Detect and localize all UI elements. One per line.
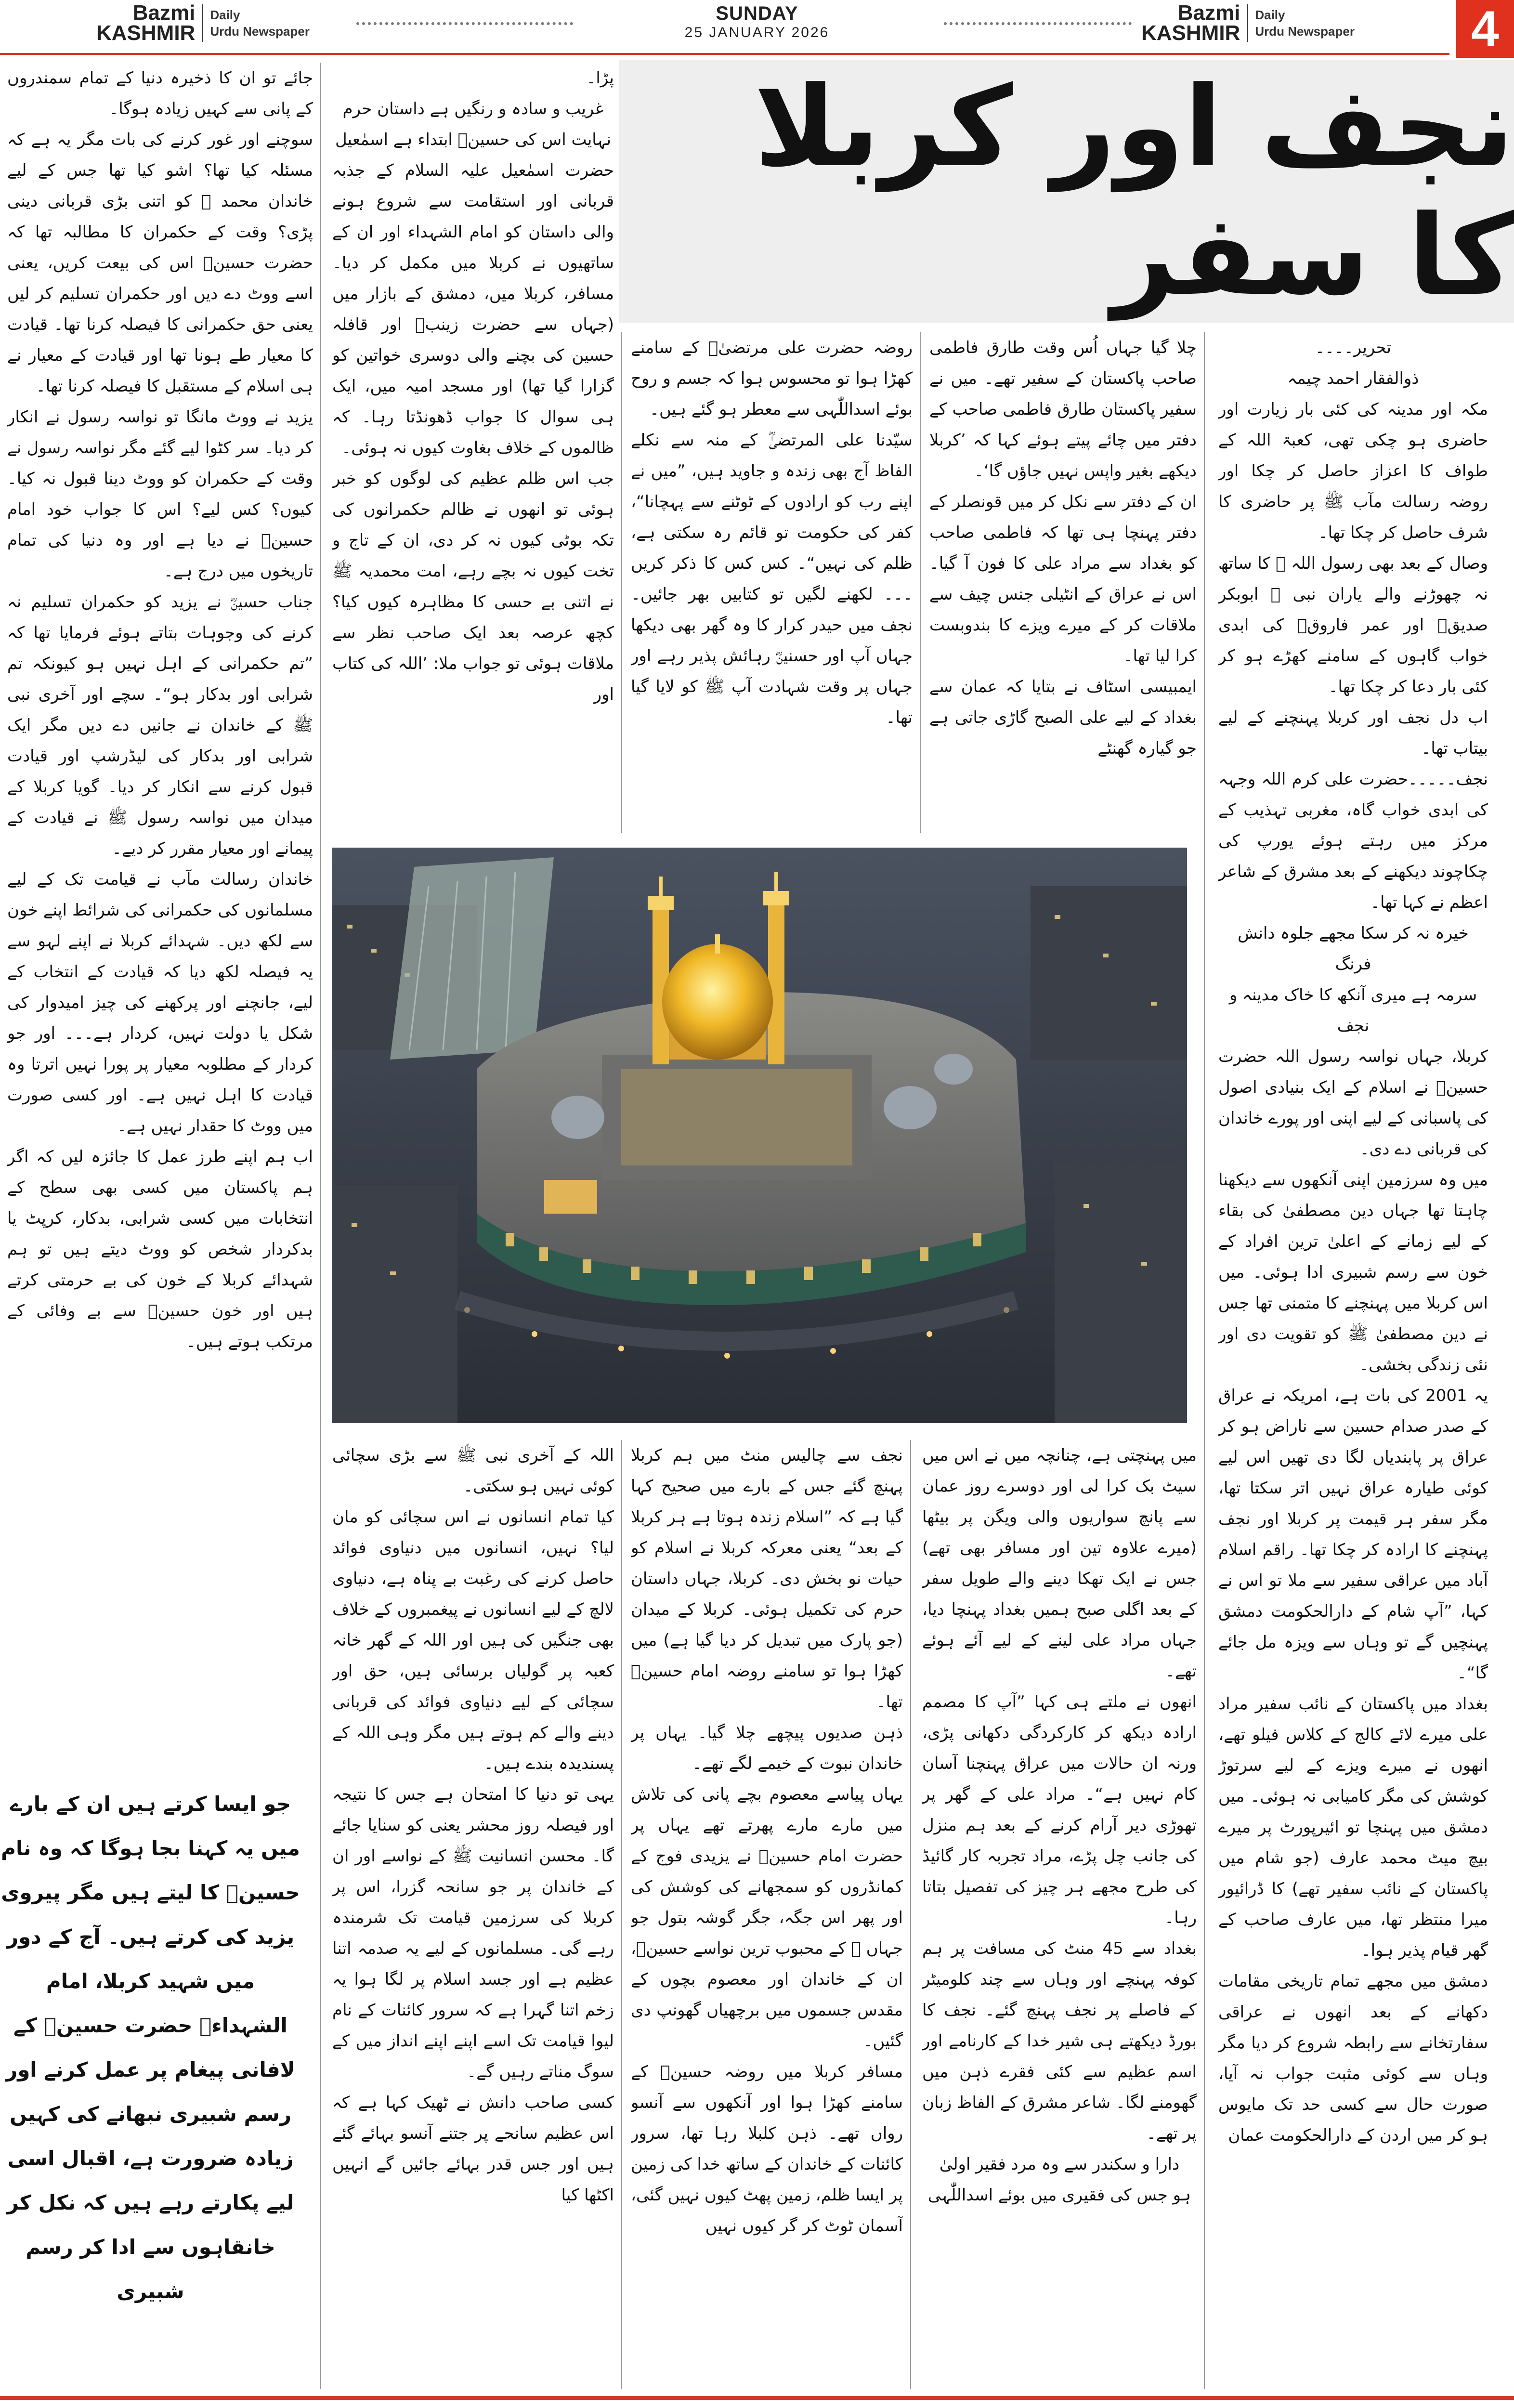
paragraph: یہاں پیاسے معصوم بچے پانی کی تلاش میں مارے مارے پھرتے تھے یہاں پر حضرت امام حسینؓ نے یزیدی فوج کے کمانڈروں کو سمجھانے کی کوشش کی اور پھر اس جگہ، جگر گوشہ بتول جو جہاں ﷺ کے محبوب ترین نواسے حسینؓ، ان کے خاندان اور معصوم بچوں کے مقدس جسموں میں برچھیاں گھونپ دی گئیں۔ [631, 1785, 903, 2051]
paragraph: بغداد میں پاکستان کے نائب سفیر مراد علی میرے لائے کالج کے کلاس فیلو تھے، انھوں نے میرے ویزے کے لیے سرتوڑ کوشش کی مگر کامیابی نہ ہوئی۔ میں دمشق میں پہنچا تو ائیرپورٹ پر میرے بیچ میٹ محمد عارف (جو شام میں پاکستان کے نائب سفیر تھے) کا ڈرائیور میرا منتظر تھا، میں عارف صاحب کے گھر قیام پذیر ہوا۔ [1218, 1694, 1488, 1960]
tagline-line1: Daily [210, 8, 240, 22]
column-divider [1204, 332, 1205, 2389]
column-divider [910, 1440, 911, 2389]
column-divider [320, 63, 321, 2389]
page-number: 4 [1456, 0, 1514, 58]
paragraph: میں پہنچتی ہے، چنانچہ میں نے اس میں سیٹ بک کرا لی اور دوسرے روز عمان سے پانچ سواریوں والی ویگن پر بیٹھا (میرے علاوہ تین اور مسافر بھی تھے) جس نے ایک تھکا دینے والے طویل سفر کے بعد اگلی صبح ہمیں بغداد پہنچا دیا، جہاں مراد علی لینے کے لیے آئے ہوئے تھے۔ [922, 1446, 1197, 1681]
tagline-line1: Daily [1255, 8, 1285, 22]
masthead [0, 0, 1514, 63]
brand-tagline [1255, 7, 1355, 39]
brand-name [1141, 3, 1240, 43]
verse-line: ہو جس کی فقیری میں بوئے اسداللّٰہی [927, 2186, 1191, 2205]
verse-line: خیرہ نہ کر سکا مجھے جلوہ دانش فرنگ [1238, 924, 1469, 974]
brand-separator [1247, 4, 1248, 42]
article-column-6 [922, 1440, 1197, 2389]
shrine-illustration [332, 848, 1187, 1423]
paragraph: سیّدنا علی المرتضیٰؓ کے منہ سے نکلے الفاظ آج بھی زندہ و جاوید ہیں، ”میں نے اپنے رب کو ارادوں کے ٹوٹنے سے پہچانا“، کفر کی حکومت تو قائم رہ سکتی ہے، ظلم کی نہیں“۔ کس کس کا ذکر کریں ۔۔۔ لکھنے لگیں تو کتابیں بھر جائیں۔ نجف میں حیدر کرار کا وہ گھر بھی دیکھا جہاں آپ اور حسنینؓ رہائش پذیر رہے اور جہاں پر وقت شہادت آپ ﷺ کو لایا گیا تھا۔ [631, 431, 913, 727]
header-dotted-rule-right [944, 22, 1132, 25]
paragraph: یہی تو دنیا کا امتحان ہے جس کا نتیجہ اور فیصلہ روز محشر یعنی کو سنایا جائے گا۔ محسن انسانیت ﷺ کے نواسے اور ان کے خاندان پر جو سانحہ گزرا، اس پر کربلا کی سرزمین قیامت تک شرمندہ رہے گی۔ مسلمانوں کے لیے یہ صدمہ اتنا عظیم ہے اور جسد اسلام پر لگا ہوا یہ زخم اتنا گہرا ہے کہ سرور کائنات کے نام لیوا قیامت تک اسے اپنے اپنے انداز میں کے سوگ مناتے رہیں گے۔ [332, 1785, 614, 2081]
paragraph: ایمبیسی اسٹاف نے بتایا کہ عمان سے بغداد کے لیے علی الصبح گاڑی جاتی ہے جو گیارہ گھنٹے [929, 677, 1197, 758]
header-red-rule [0, 53, 1449, 55]
brand-name-line2: KASHMIR [96, 21, 196, 45]
paragraph: اللہ کے آخری نبی ﷺ سے بڑی سچائی کوئی نہیں ہو سکتی۔ [332, 1446, 614, 1496]
tagline-line2: Urdu Newspaper [210, 24, 310, 39]
article-column-5 [7, 63, 313, 1777]
verse-line: غریب و سادہ و رنگیں ہے داستان حرم نہایت اس کی حسینؓ ابتداء ہے اسمٰعیل [335, 99, 612, 149]
headline-box [619, 60, 1514, 323]
paragraph: دمشق میں مجھے تمام تاریخی مقامات دکھانے کے بعد انھوں نے عراقی سفارتخانے سے رابطہ شروع کر دیا مگر وہاں سے کوئی مثبت جواب نہ آیا، صورت حال سے کسی حد تک مایوس ہو کر میں اردن کے دارالحکومت عمان [1218, 1972, 1488, 2145]
paragraph: جائے تو ان کا ذخیرہ دنیا کے تمام سمندروں کے پانی سے کہیں زیادہ ہوگا۔ [7, 68, 313, 118]
paragraph: اب ہم اپنے طرز عمل کا جائزہ لیں کہ اگر ہم پاکستان میں کسی بھی سطح کے انتخابات میں کسی شرابی، بدکار، کرپٹ یا بدکردار شخص کو ووٹ دیتے ہیں تو ہم شہدائے کربلا کے خون کی بے حرمتی کرتے ہیں اور خون حسینؓ سے بے وفائی کے مرتکب ہوتے ہیں۔ [7, 1147, 313, 1351]
paragraph: وصال کے بعد بھی رسول اللہ ﷺ کا ساتھ نہ چھوڑنے والے یاران نبی ﷺ ابوبکر صدیقؓ اور عمر فاروقؓ کی ابدی خواب گاہوں کے سامنے کھڑے ہو کر کئی بار دعا کر چکا تھا۔ [1218, 554, 1488, 696]
paragraph: نجف سے چالیس منٹ میں ہم کربلا پہنچ گئے جس کے بارے میں صحیح کہا گیا ہے کہ ”اسلام زندہ ہوتا ہے ہر کربلا کے بعد“ یعنی معرکہ کربلا نے اسلام کو حیات نو بخش دی۔ کربلا، جہاں داستان حرم کی تکمیل ہوئی۔ کربلا کے میدان (جو پارک میں تبدیل کر دیا گیا ہے) میں کھڑا ہوا تو سامنے روضہ امام حسینؓ تھا۔ [631, 1446, 903, 1712]
issue-day: SUNDAY [716, 3, 798, 24]
paragraph: کربلا، جہاں نواسہ رسول اللہ حضرت حسینؓ نے اسلام کے ایک بنیادی اصول کی پاسبانی کے لیے اپنی اور پورے خاندان کی قربانی دے دی۔ [1218, 1047, 1488, 1159]
paragraph: جب اس ظلم عظیم کی لوگوں کو خبر ہوئی تو انھوں نے ظالم حکمرانوں کی تکہ بوٹی کیوں نہ کر دی، ان کے تاج و تخت کیوں نہ بچے رہے، امت محمدیہ ﷺ نے اتنی بے حسی کا مظاہرہ کیوں کیا؟ کچھ عرصہ بعد ایک صاحب نظر سے ملاقات ہوئی تو جواب ملا: ’اللہ کی کتاب اور [332, 469, 614, 704]
paragraph: کسی صاحب دانش نے ٹھیک کہا ہے کہ اس عظیم سانحے پر جتنے آنسو بہائے گئے ہیں اور جس قدر بہائے جائیں گے انہیں اکٹھا کیا [332, 2093, 614, 2205]
pull-quote-text: جو ایسا کرتے ہیں ان کے بارے میں یہ کہنا بجا ہوگا کہ وہ نام حسینؓ کا لیتے ہیں مگر پیروی یزید کی کرتے ہیں۔ آج کے دور میں شہید کربلا، امام الشہداءؓ حضرت حسینؓ کے لافانی پیغام پر عمل کرنے اور رسم شبیری نبھانے کی کہیں زیادہ ضرورت ہے، اقبال اسی لیے پکارتے رہے ہیں کہ نکل کر خانقاہوں سے ادا کر رسم شبیری [1, 1792, 300, 2303]
pull-quote [0, 1782, 301, 2389]
paragraph: روضہ حضرت علی مرتضیٰؓ کے سامنے کھڑا ہوا تو محسوس ہوا کہ جسم و روح بوئے اسداللّٰہی سے معطر ہو گئے ہیں۔ [631, 338, 913, 419]
paragraph: نجف۔۔۔۔۔حضرت علی کرم اللہ وجہہ کی ابدی خواب گاہ، مغربی تہذیب کے مرکز میں رہتے ہوئے یورپ کی چکاچوند دیکھنے کے بعد مشرق کے شاعر اعظم نے کہا تھا۔ [1218, 770, 1488, 912]
paragraph: حضرت اسمٰعیل علیہ السلام کے جذبہ قربانی اور استقامت سے شروع ہونے والی داستان کو امام الشہداء اور ان کے ساتھیوں نے کربلا میں مکمل کر دیا۔ مسافر، کربلا میں، دمشق کے بازار میں (جہاں سے حضرت زینبؓ اور قافلہ حسین کی بچنے والی دوسری خواتین کو گزارا گیا تھا) اور مسجد امیہ میں، ایک ہی سوال کا جواب ڈھونڈتا رہا۔ کہ ظالموں کے خلاف بغاوت کیوں نہ ہوئی۔ [332, 161, 614, 458]
article-column-1 [1218, 332, 1488, 2389]
footer-red-rule [0, 2396, 1514, 2400]
article-column-3 [631, 332, 913, 833]
paragraph: بغداد سے 45 منٹ کی مسافت پر ہم کوفہ پہنچے اور وہاں سے چند کلومیٹر کے فاصلے پر نجف پہنچ گئے۔ نجف کا بورڈ دیکھتے ہی شیر خدا کے کارنامے اور اسم عظیم سے کئی فقرے ذہن میں گھومنے لگا۔ شاعر مشرق کے الفاظ زبان پر تھے۔ [922, 1939, 1197, 2143]
column-divider [621, 1440, 622, 2389]
column-divider [920, 332, 921, 833]
paragraph: یہ 2001 کی بات ہے، امریکہ نے عراق کے صدر صدام حسین سے ناراض ہو کر عراق پر پابندیاں لگا دی تھیں اس لیے کوئی طیارہ عراق نہیں اتر سکتا تھا، مگر سفر ہر قیمت پر کربلا اور نجف پہنچنے کا ارادہ کر چکا تھا۔ راقم اسلام آباد میں عراقی سفیر سے ملا تو اس نے کہا، ”آپ شام کے دارالحکومت دمشق پہنچیں گے تو وہاں سے ویزہ مل جائے گا“۔ [1218, 1386, 1488, 1683]
paragraph: مکہ اور مدینہ کی کئی بار زیارت اور حاضری ہو چکی تھی، کعبۃ اللہ کے طواف کا اعزاز حاصل کر چکا اور روضہ رسالت مآب ﷺ پر حاضری کا شرف حاصل کر چکا تھا۔ [1218, 400, 1488, 542]
paragraph: چلا گیا جہاں اُس وقت طارق فاطمی صاحب پاکستان کے سفیر تھے۔ میں نے سفیر پاکستان طارق فاطمی صاحب کے دفتر میں چائے پیتے ہوئے کہا کہ ’کربلا دیکھے بغیر واپس نہیں جاؤں گا‘۔ [929, 338, 1197, 481]
brand-name-line1: Bazmi [132, 1, 196, 25]
shrine-aerial-photo [332, 848, 1187, 1423]
tagline-line2: Urdu Newspaper [1255, 24, 1355, 39]
paragraph: سوچنے اور غور کرنے کی بات مگر یہ ہے کہ مسئلہ کیا تھا؟ اشو کیا تھا جس کے لیے خاندان محمد ﷺ کو اتنی بڑی قربانی دینی پڑی؟ وقت کے حکمران کا مطالبہ تھا کہ حضرت حسینؓ اس کی بیعت کریں، یعنی اسے ووٹ دے دیں اور حکمران تسلیم کر لیں یعنی حق حکمرانی کا فیصلہ کرنا تھا۔ قیادت کا معیار طے ہونا تھا اور قیادت کے معیار نے ہی اسلام کے مستقبل کا فیصلہ کرنا تھا۔ [7, 130, 313, 396]
paragraph: جناب حسینؓ نے یزید کو حکمران تسلیم نہ کرنے کی وجوہات بتاتے ہوئے فرمایا تھا کہ ”تم حکمرانی کے اہل نہیں ہو کیونکہ تم شرابی اور بدکار ہو“۔ سچے اور آخری نبی ﷺ کے خاندان نے جانیں دے دیں مگر ایک شرابی اور بدکار کی لیڈرشپ اور قیادت قبول کرنے سے انکار کر دیا۔ گویا کربلا کے میدان میں نواسہ رسول ﷺ نے قیادت کے پیمانے اور معیار مقرر کر دیے۔ [7, 592, 313, 858]
brand-name-line2: KASHMIR [1141, 21, 1240, 45]
paragraph: پڑا۔ [586, 68, 614, 88]
article-column-2 [929, 332, 1197, 833]
byline-author: ذوالفقار احمد چیمہ [1287, 369, 1419, 388]
byline-label: تحریر۔۔۔۔ [1315, 338, 1392, 357]
paragraph: انھوں نے ملتے ہی کہا ”آپ کا مصمم ارادہ دیکھ کر کارکردگی دکھانی پڑی، ورنہ ان حالات میں عراق پہنچنا آسان کام نہیں ہے“۔ مراد علی کے گھر پر تھوڑی دیر آرام کرنے کے بعد ہم منزل کی جانب چل پڑے، مراد تجربہ کار گائیڈ کی طرح مجھے ہر چیز کی تفصیل بتاتا رہا۔ [922, 1692, 1197, 1927]
paragraph: میں وہ سرزمین اپنی آنکھوں سے دیکھنا چاہتا تھا جہاں دین مصطفیٰ کی بقاء کے لیے زمانے کے اعلیٰ ترین افراد کے خون سے رسم شبیری ادا ہوئی۔ میں اس کربلا میں پہنچنے کا متمنی تھا جس نے دین مصطفیٰ ﷺ کو تقویت دی اور نئی زندگی بخشی۔ [1218, 1170, 1488, 1374]
article-column-4 [332, 63, 614, 833]
column-divider [621, 332, 622, 833]
verse-line: سرمہ ہے میری آنکھ کا خاک مدینہ و نجف [1229, 985, 1477, 1035]
article-column-7 [631, 1440, 903, 2389]
paragraph: اب دل نجف اور کربلا پہنچنے کے لیے بیتاب تھا۔ [1218, 708, 1488, 758]
verse-line: دارا و سکندر سے وہ مرد فقیر اولیٰ [939, 2155, 1180, 2174]
paragraph: خاندان رسالت مآب نے قیامت تک کے لیے مسلمانوں کی حکمرانی کی شرائط اپنے خون سے لکھ دیں۔ شہدائے کربلا نے اپنے لہو سے یہ فیصلہ لکھ دیا کہ قیادت کے انتخاب کے لیے، جانچنے اور پرکھنے کی چیز امیدوار کی شکل یا دولت نہیں، کردار ہے۔۔۔ اور جو کردار کے مطلوبہ معیار پر پورا نہیں اترتا وہ قیادت کا اہل نہیں ہے۔ اور کسی صورت میں ووٹ کا حقدار نہیں ہے۔ [7, 870, 313, 1136]
brand-name-line1: Bazmi [1177, 1, 1240, 25]
brand-logo-right [1141, 3, 1355, 43]
paragraph: کیا تمام انسانوں نے اس سچائی کو مان لیا؟ نہیں، انسانوں میں دنیاوی فوائد حاصل کرنے کی رغبت بے پناہ ہے، دنیاوی لالچ کے لیے انسانوں نے پیغمبروں کے خلاف بھی جنگیں کی ہیں اور اللہ کے گھر خانہ کعبہ پر گولیاں برسائی ہیں، حق اور سچائی کے لیے دنیاوی فوائد کی قربانی دینے والے کم ہوتے ہیں مگر وہی اللہ کے پسندیدہ بندے ہیں۔ [332, 1507, 614, 1773]
headline-title: نجف اور کربلا کا سفر [754, 63, 1514, 320]
paragraph: مسافر کربلا میں روضہ حسینؓ کے سامنے کھڑا ہوا اور آنکھوں سے آنسو رواں تھے۔ ذہن کلبلا رہا تھا، سرور کائنات کے خاندان کے ساتھ خدا کی زمین پر ایسا ظلم، زمین پھٹ کیوں نہیں گئی، آسمان ٹوٹ کر گر کیوں نہیں [631, 2062, 903, 2236]
issue-date-text: 25 JANUARY 2026 [684, 25, 830, 40]
paragraph: ان کے دفتر سے نکل کر میں قونصلر کے دفتر پہنچا ہی تھا کہ فاطمی صاحب کو بغداد سے مراد علی کا فون آ گیا۔ اس نے عراق کے انٹیلی جنس چیف سے ملاقات کر کے میرے ویزے کا بندوبست کرا لیا تھا۔ [929, 492, 1197, 666]
paragraph: یزید نے ووٹ مانگا تو نواسہ رسول نے انکار کر دیا۔ سر کٹوا لیے گئے مگر نواسہ رسول نے وقت کے حکمران کو ووٹ دینا قبول نہ کیا۔ کیوں؟ کس لیے؟ اس کا جواب خود امام حسینؓ نے دیا ہے اور وہ دنیا کی تمام تاریخوں میں درج ہے۔ [7, 407, 313, 581]
paragraph: ذہن صدیوں پیچھے چلا گیا۔ یہاں پر خاندان نبوت کے خیمے لگے تھے۔ [631, 1723, 903, 1773]
article-column-8 [332, 1440, 614, 2389]
